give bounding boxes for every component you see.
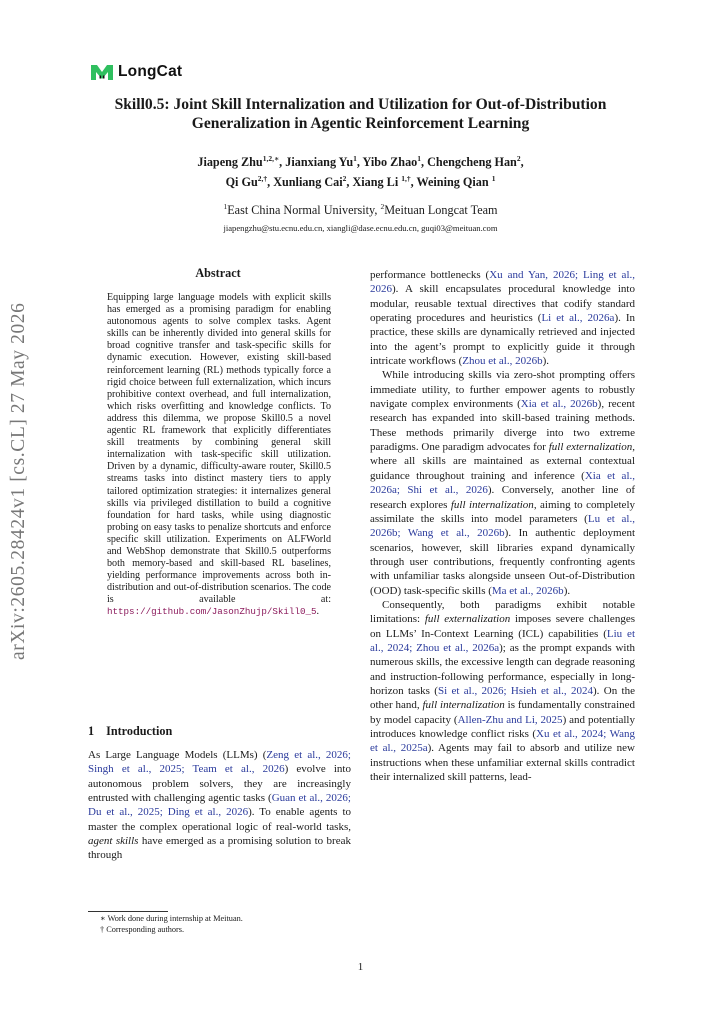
citation-link[interactable]: Si et al., 2026; Hsieh et al., 2024 (437, 684, 594, 697)
text: ). To enable agents to master the complex operational logic of real-world tasks, (88, 806, 351, 833)
author-affil: 2,† (257, 173, 268, 183)
intro-paragraph-left (88, 748, 351, 863)
paragraph (370, 598, 635, 784)
footnote-rule (88, 911, 168, 912)
author-affil: 2 (342, 173, 347, 183)
author-affil: 1,† (401, 173, 411, 183)
author-name: Weining Qian (416, 174, 492, 189)
author-name: Yibo Zhao (362, 155, 418, 170)
citation-link[interactable]: Zhou et al., 2026b (462, 355, 543, 368)
text: ) and potentially introduces knowledge conflict risks ( (370, 713, 635, 740)
citation-link[interactable]: Xia et al., 2026b (520, 398, 598, 411)
text: ). (563, 584, 571, 597)
author-name: Jiapeng Zhu (197, 155, 263, 170)
text: , where all skills are maintained as external contextual guidance throughout training and inference ( (370, 441, 635, 482)
logo-text: LongCat (118, 63, 183, 80)
footnote-internship: ∗ Work done during internship at Meituan. (100, 914, 243, 923)
citation-link[interactable]: Ma et al., 2026b (491, 584, 564, 597)
author-emails: jiapengzhu@stu.ecnu.edu.cn, xiangli@dase.ecnu.edu.cn, guqi03@meituan.com (223, 223, 498, 233)
text: ) evolve into autonomous problem solvers, they are increasingly entrusted with challenging agentic tasks ( (88, 763, 351, 805)
section-heading-introduction (88, 724, 172, 739)
emphasis: full externalization (424, 613, 511, 626)
text: ). (542, 355, 550, 368)
text: is fundamentally constrained by model capacity ( (370, 699, 636, 726)
paper-title (60, 95, 661, 133)
text: performance bottlenecks ( (370, 269, 490, 281)
author-affil: 2 (516, 154, 521, 163)
author-name: Chengcheng Han (427, 155, 517, 170)
text: As Large Language Models (LLMs) ( (88, 749, 267, 761)
author-name: Qi Gu (225, 174, 258, 189)
text: ). A skill encapsulates procedural knowledge into modular, reusable textual directives that codify standard operating procedures and heuristics ( (370, 283, 635, 325)
arxiv-identifier: arXiv:2605.28424v1 [cs.CL] 27 May 2026 (8, 302, 29, 660)
citation-link[interactable]: Li et al., 2026a (541, 312, 615, 325)
paragraph (88, 748, 351, 863)
title-line-1: Skill0.5: Joint Skill Internalization and Utilization for Out-of-Distribution (114, 96, 607, 113)
footnotes (100, 914, 243, 935)
paragraph (370, 368, 635, 598)
emphasis: full internalization (450, 498, 534, 511)
abstract-end: . (316, 606, 320, 618)
abstract-body (107, 292, 331, 619)
author-name: Jianxiang Yu (285, 155, 354, 170)
text: ), recent research has expanded into skill-based training methods. These methods primarily diverge into two extreme paradigms. One paradigm advocates for (370, 398, 635, 454)
author-affil: 1 (353, 154, 357, 163)
longcat-logo (89, 61, 182, 83)
paragraph (370, 268, 635, 368)
affil-mark: 1 (223, 202, 228, 211)
citation-link[interactable]: Guan et al., 2026; Du et al., 2025; Ding et al., 2026 (88, 792, 351, 819)
citation-link[interactable]: Zeng et al., 2026; Singh et al., 2025; Team et al., 2026 (88, 749, 351, 776)
longcat-logo-icon (89, 62, 115, 82)
title-line-2: Generalization in Agentic Reinforcement Learning (191, 115, 530, 132)
text: While introducing skills via zero-shot prompting offers immediate utility, to further empower agents to robustly navigate complex environments ( (370, 369, 635, 411)
right-column (370, 268, 635, 784)
citation-link[interactable]: Xia et al., 2026a; Shi et al., 2026 (370, 469, 635, 497)
text: Consequently, both paradigms exhibit notable limitations: (370, 598, 635, 626)
abstract-text: Equipping large language models with explicit skills has emerged as a promising paradigm for enabling autonomous agents to solve complex tasks. Agent skills can be inherently divided into general skills for broad cognitive transfer and task-specific skills for dynamic execution. However, existing skill-based reinforcement learning (RL) methods typically force a rigid choice between full externalization, which incurs prohibitive context overhead, and full internalization, which risks overfitting and knowledge conflicts. To address this dilemma, we propose Skill0.5 a novel agentic RL framework that explicitly differentiates skill treatments by combining general skill internalization with task-specific skill utilization. Driven by a dynamic, difficulty-aware router, Skill0.5 streams tasks into distinct mastery tiers to apply tailored optimization strategies: it internalizes general skills via privileged distillation to build a cognitive foundation for hard tasks, while using diagnostic probing on easy tasks to penalize shortcuts and enforce specific skill utilization. Experiments on ALFWorld and WebShop demonstrate that Skill0.5 outperforms both memory-based and skill-based RL baselines, yielding performance improvements across both in-distribution and out-of-distribution scenarios. The code is available at: (107, 292, 331, 606)
text: ). Agents may fail to absorb and utilize new instructions when these unfamiliar external skills contradict their internalized skill patterns, lead- (370, 742, 635, 784)
citation-link[interactable]: Xu and Yan, 2026; Ling et al., 2026 (370, 269, 635, 296)
citation-link[interactable]: Xu et al., 2024; Wang et al., 2025a (370, 728, 635, 755)
author-name: Xunliang Cai (273, 174, 343, 189)
text: ). In authentic deployment scenarios, however, skill libraries expand dynamically through user contributions, frequently confronting agents with unfamiliar tasks alongside unseen Out-of-Distribution (OOD) task-specific skills ( (370, 527, 636, 597)
text: ). On the other hand, (370, 684, 635, 712)
author-name: Xiang Li (352, 174, 402, 189)
section-number: 1 (88, 724, 95, 738)
text: ). Conversely, another line of research explores (370, 484, 635, 511)
footnote-corresponding: † Corresponding authors. (100, 924, 185, 934)
author-list: Jiapeng Zhu$^{1,2,∗}$, Jianxiang Yu$^1$, Yibo Zhao$^1$, Chengcheng Han$^2$, Qi $Gu^{2,\dagger}$, Xunliang Cai$^2$, Xiang Li $^{1,\dagger}$, Weining Qian $^1$ (197, 154, 524, 189)
text: imposes severe challenges on LLMs’ In-Context Learning (ICL) capabilities ( (370, 613, 635, 640)
emphasis: agent skills (88, 835, 139, 848)
affiliation-1: East China Normal University, (227, 203, 381, 218)
affiliations (90, 202, 631, 218)
emphasis: full internalization (422, 699, 505, 712)
citation-link[interactable]: Lu et al., 2026b; Wang et al., 2026b (370, 512, 635, 540)
abstract-heading: Abstract (195, 266, 241, 280)
text: ); as the prompt expands with numerous skills, the excessive length can degrade reasoning and instruction-following performance, especially in long-horizon tasks ( (370, 641, 635, 697)
emphasis: full externalization (548, 441, 633, 454)
author-affil: 1 (417, 154, 422, 163)
author-affil: 1,2,∗ (262, 154, 280, 163)
author-affil: 1 (491, 173, 496, 183)
citation-link[interactable]: Allen-Zhu and Li, 2025 (457, 713, 563, 726)
text: ). In practice, these skills are dynamically retrieved and injected into the agent’s prompt to explicitly guide it through intricate workflows ( (370, 312, 635, 368)
affil-mark: 2 (380, 202, 385, 211)
page-number: 1 (357, 961, 364, 973)
text: , aiming to completely assimilate the skills into model parameters ( (370, 498, 635, 525)
affiliation-2: Meituan Longcat Team (384, 203, 498, 218)
text: have emerged as a promising solution to break through (88, 835, 351, 862)
section-title: Introduction (106, 724, 173, 738)
citation-link[interactable]: Liu et al., 2024; Zhou et al., 2026a (370, 627, 635, 654)
code-link[interactable]: https://github.com/JasonZhujp/Skill0_5 (107, 606, 317, 618)
